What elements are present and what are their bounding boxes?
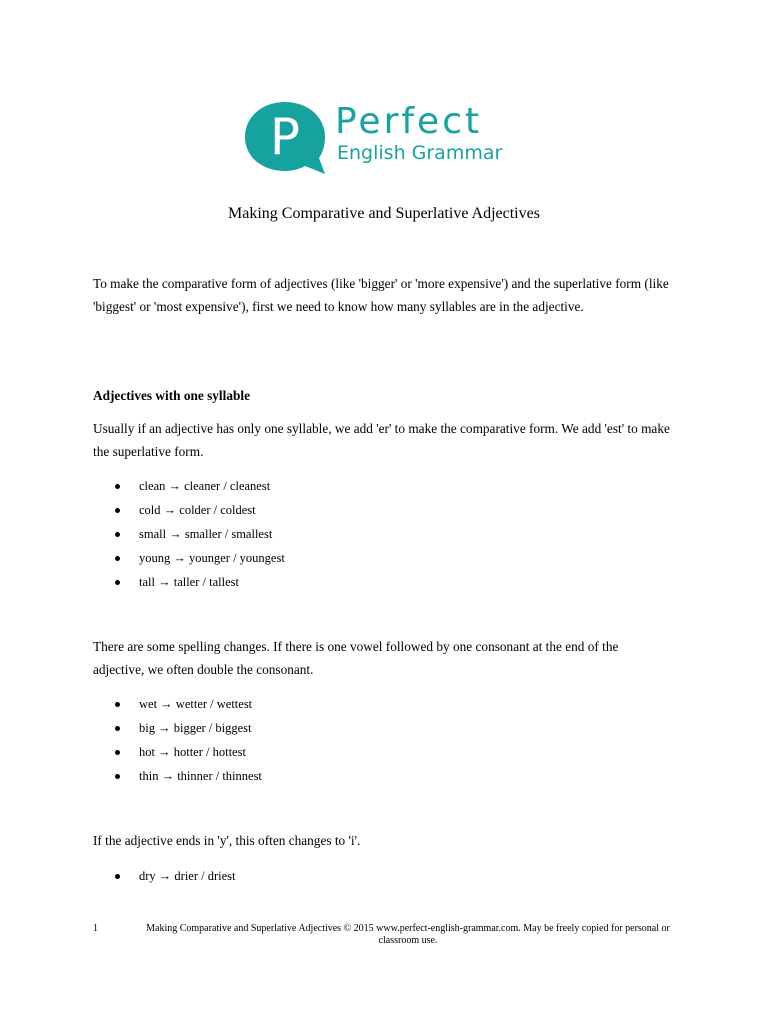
bullet-icon [115,580,120,585]
one-syllable-paragraph: Usually if an adjective has only one syllable, we add 'er' to make the comparative form. We add 'est' to make the superlative form. [93,421,670,459]
page-title: Making Comparative and Superlative Adjectives [228,205,540,222]
bullet-icon [115,702,120,707]
list-item: dry → drier / driest [93,864,593,888]
section-heading-one-syllable: Adjectives with one syllable [93,388,250,403]
list-item: wet → wetter / wettest [93,692,593,716]
logo [243,98,533,178]
list-item: tall → taller / tallest [93,570,593,594]
logo-word-perfect: Perfect [335,101,483,142]
bullet-icon [115,874,120,879]
page-number: 1 [93,923,98,934]
footer-copyright: Making Comparative and Superlative Adjectives © 2015 www.perfect-english-grammar.com. May be freely copied for personal or classroom use. [146,923,670,946]
list-item: small → smaller / smallest [93,522,593,546]
list-item: young → younger / youngest [93,546,593,570]
bullet-icon [115,774,120,779]
logo-word-english-grammar: English Grammar [337,142,503,164]
list-item: clean → cleaner / cleanest [93,474,593,498]
bullet-icon [115,508,120,513]
y-to-i-list [93,864,593,888]
logo-letter: P [269,108,301,166]
list-item: big → bigger / biggest [93,716,593,740]
bullet-icon [115,726,120,731]
one-syllable-list [93,474,593,594]
bullet-icon [115,532,120,537]
bullet-icon [115,750,120,755]
list-item: hot → hotter / hottest [93,740,593,764]
bullet-icon [115,484,120,489]
spelling-changes-paragraph: There are some spelling changes. If there is one vowel followed by one consonant at the end of the adjective, we often double the consonant. [93,639,619,677]
spelling-changes-list [93,692,593,788]
intro-paragraph: To make the comparative form of adjectives (like 'bigger' or 'more expensive') and the superlative form (like 'biggest' or 'most expensive'), first we need to know how many syllables are in the adjective. [93,276,669,314]
list-item: thin → thinner / thinnest [93,764,593,788]
bullet-icon [115,556,120,561]
speech-bubble-logo-icon [243,98,333,178]
list-item: cold → colder / coldest [93,498,593,522]
y-to-i-paragraph: If the adjective ends in 'y', this often changes to 'i'. [93,833,361,848]
